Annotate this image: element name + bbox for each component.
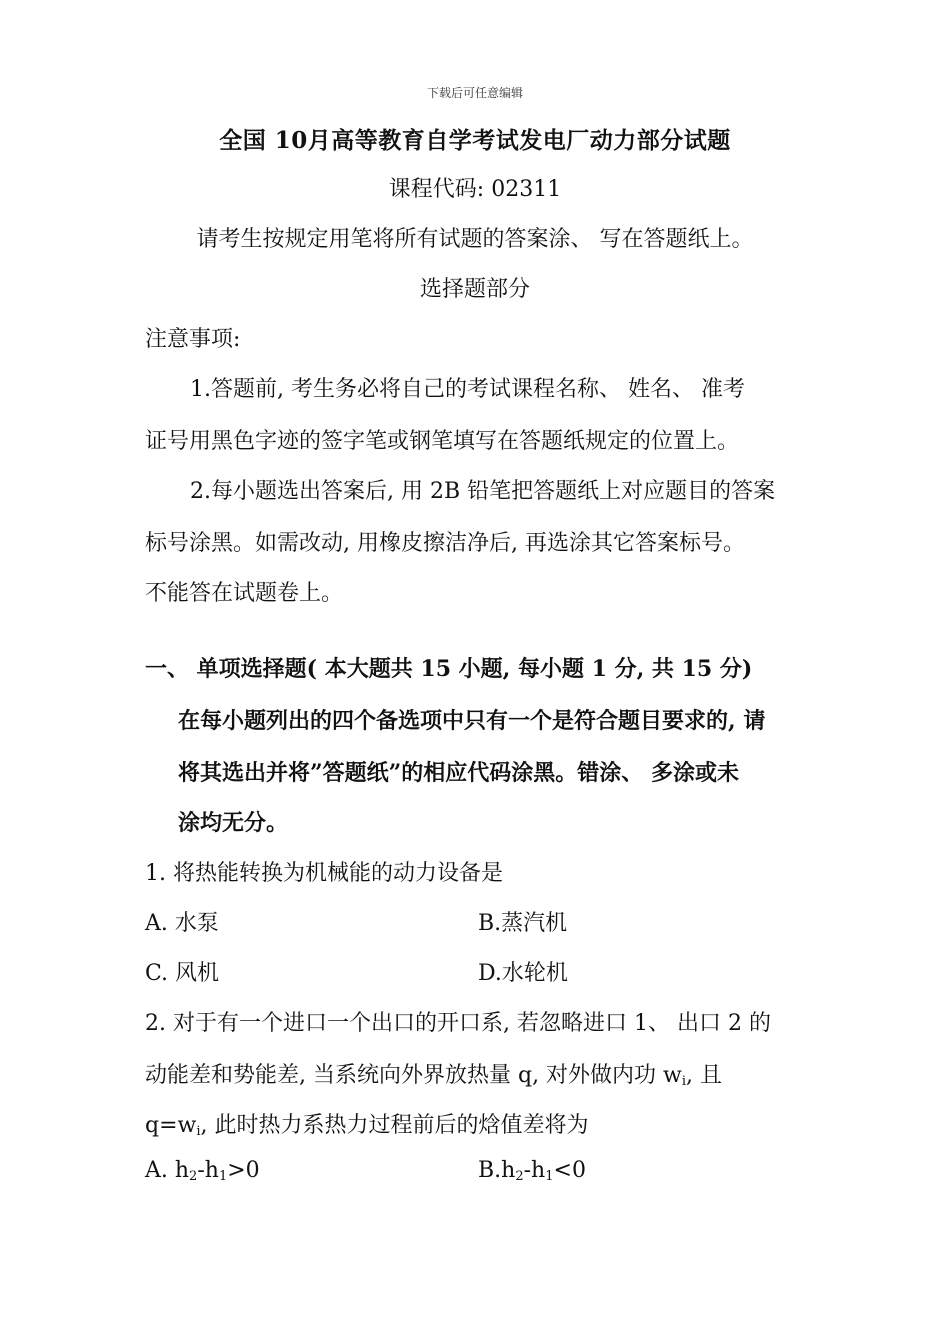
q2-option-a <box>145 1158 260 1184</box>
q2-sub-i2: i <box>196 1124 201 1139</box>
q1-option-d: D.水轮机 <box>478 961 568 986</box>
q1-option-a: A. 水泵 <box>145 911 219 936</box>
q1-stem: 1. 将热能转换为机械能的动力设备是 <box>145 861 503 886</box>
q2-a-mid: -h <box>197 1158 219 1183</box>
instruction: 请考生按规定用笔将所有试题的答案涂、 写在答题纸上。 <box>196 227 754 252</box>
notes-heading: 注意事项: <box>145 327 241 352</box>
q2-b-sub2: 1 <box>545 1169 554 1184</box>
q2-b-prefix: B.h <box>478 1158 516 1183</box>
q2-stem-line3-end: , 此时热力系热力过程前后的焓值差将为 <box>200 1113 589 1138</box>
q2-b-suffix: <0 <box>553 1158 586 1183</box>
part1-desc-line3: 涂均无分。 <box>178 810 289 836</box>
q1-option-c: C. 风机 <box>145 961 220 986</box>
note1-line1: 1.答题前, 考生务必将自己的考试课程名称、 姓名、 准考 <box>190 377 745 402</box>
q2-option-b <box>478 1158 586 1184</box>
q2-a-sub1: 2 <box>189 1169 198 1184</box>
q2-stem-line3-text: q=w <box>145 1113 197 1138</box>
q2-stem-line2-end: , 且 <box>686 1063 723 1088</box>
q2-a-sub2: 1 <box>218 1169 228 1184</box>
q2-a-prefix: A. h <box>145 1158 190 1183</box>
note2-line2: 标号涂黑。如需改动, 用橡皮擦洁净后, 再选涂其它答案标号。 <box>145 531 745 556</box>
section-label: 选择题部分 <box>419 277 530 302</box>
course-code: 课程代码: 02311 <box>388 177 562 202</box>
q1-option-b: B.蒸汽机 <box>478 911 568 936</box>
q2-b-mid: -h <box>523 1158 546 1183</box>
q2-stem-line2 <box>145 1058 722 1089</box>
header-note: 下载后可任意编辑 <box>426 86 523 100</box>
q2-b-sub1: 2 <box>515 1169 524 1184</box>
q2-stem-line1: 2. 对于有一个进口一个出口的开口系, 若忽略进口 1、 出口 2 的 <box>145 1011 771 1036</box>
q2-stem-line3 <box>145 1108 589 1139</box>
q2-stem-line2-text: 动能差和势能差, 当系统向外界放热量 q, 对外做内功 w <box>145 1063 682 1088</box>
part1-desc-line1: 在每小题列出的四个备选项中只有一个是符合题目要求的, 请 <box>178 708 766 734</box>
note2-line1: 2.每小题选出答案后, 用 2B 铅笔把答题纸上对应题目的答案 <box>190 479 776 504</box>
note2-line3: 不能答在试题卷上。 <box>145 581 344 606</box>
q2-sub-i: i <box>681 1074 687 1089</box>
q2-a-suffix: >0 <box>227 1158 260 1183</box>
part1-heading: 一、 单项选择题( 本大题共 15 小题, 每小题 1 分, 共 15 分) <box>145 656 753 682</box>
page-title: 全国 10月高等教育自学考试发电厂动力部分试题 <box>219 127 731 154</box>
part1-desc-line2: 将其选出并将”答题纸”的相应代码涂黑。错涂、 多涂或未 <box>178 760 739 786</box>
note1-line2: 证号用黑色字迹的签字笔或钢笔填写在答题纸规定的位置上。 <box>145 429 740 454</box>
